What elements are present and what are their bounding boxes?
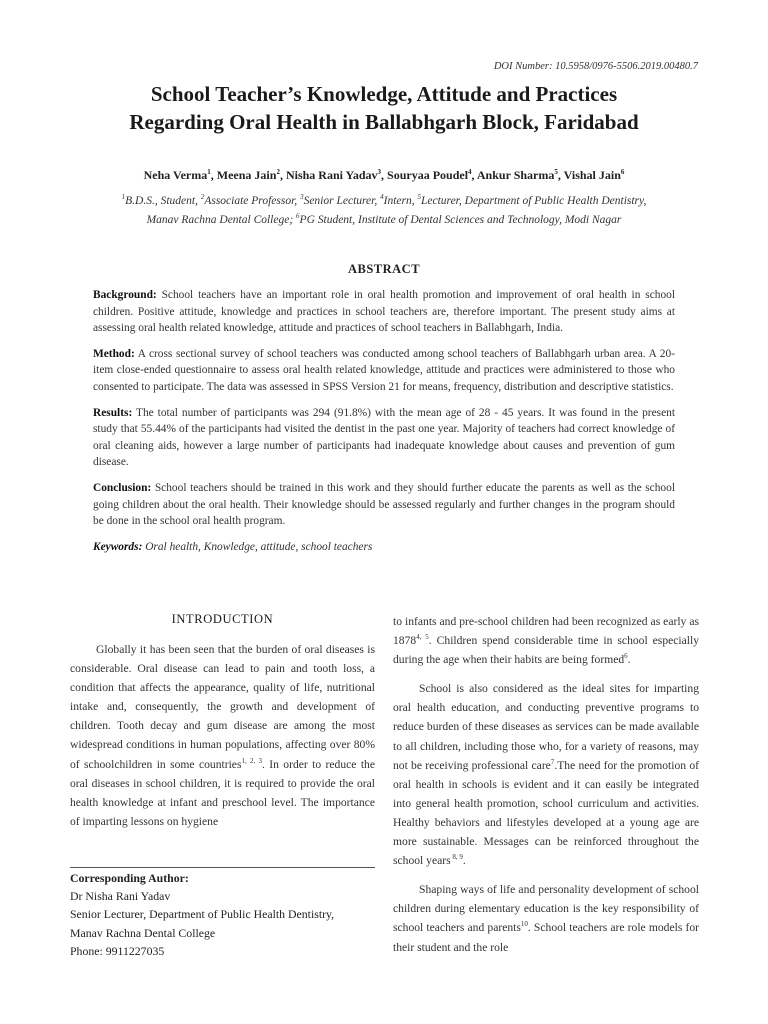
abstract-results: Results: The total number of participants was 294 (91.8%) with the mean age of 28 - 45 years. It was found in the present study that 55.44% of the participants had visited the dentist in the past one year. Majority of teachers had correct knowledge of oral cleaning aids, however a large number of participants had inadequate knowledge about causes and prevention of gum disease. [93,406,675,469]
abstract-body [93,287,675,564]
left-column [70,640,375,841]
author: Nisha Rani Yadav$^3$, [285,168,388,182]
author: Meena Jain$^2$, [216,168,286,182]
author-list [60,168,708,183]
paragraph: to infants and pre-school children had been recognized as early as 1878$^{4, 5}$. Children spend considerable time in school especially during the age when their habits are being formed$^6$. [393,615,700,667]
keywords: Keywords: Oral health, Knowledge, attitude, school teachers [93,540,373,553]
title-line-2: Regarding Oral Health in Ballabhgarh Block, Faridabad [129,110,639,134]
author: Neha Verma$^1$, [143,168,217,182]
abstract-background: Background: School teachers have an important role in oral health promotion and improvement of oral health in school children. Positive attitude, knowledge and practices in school teachers are, therefore important. The present study aims at assessing oral health related knowledge, attitude and practices of school teachers in Ballabhgarh, India. [93,289,675,335]
corresponding-position: Senior Lecturer, Department of Public Health Dentistry, [70,907,335,922]
abstract-conclusion: Conclusion: School teachers should be trained in this work and they should further educate the parents as well as the school going children about the oral health. Their knowledge should be assessed regularly and further changes in the program should be done in the school oral health program. [93,481,675,528]
author: Souryaa Poudel$^4$, [387,168,477,182]
affiliations [60,192,708,230]
corresponding-phone: Phone: 9911227035 [70,943,165,958]
author: Vishal Jain$^6$ [563,168,625,182]
paragraph: Shaping ways of life and personality development of school children during elementary education is the key responsibility of school teachers and parents$^{10}$. School teachers are role models for their student and the role [393,883,699,954]
corresponding-author [70,869,390,960]
affiliation-line-2: Manav Rachna Dental College; $^6$PG Student, Institute of Dental Sciences and Technology, Modi Nagar [146,212,622,226]
introduction-heading: INTRODUCTION [171,612,274,626]
doi-number: DOI Number: 10.5958/0976-5506.2019.00480.7 [493,61,698,72]
corresponding-label: Corresponding Author: [70,871,189,885]
corresponding-institution: Manav Rachna Dental College [70,925,216,940]
right-column [393,612,699,967]
corresponding-name: Dr Nisha Rani Yadav [70,889,171,904]
abstract-heading: ABSTRACT [347,262,421,276]
paper-title [60,80,708,136]
footnote-divider [70,867,375,868]
abstract-method: Method: A cross sectional survey of school teachers was conducted among school teachers of Ballabhgarh urban area. A 20-item close-ended questionnaire to assess oral health related knowledge, attitude and practices were administered to those who consented to participate. The data was assessed in SPSS Version 21 for means, frequency, distribution and descriptive statistics. [93,347,675,393]
paragraph: Globally it has been seen that the burden of oral diseases is considerable. Oral disease can lead to pain and tooth loss, a condition that affects the appearance, quality of life, nutritional intake and, consequently, the growth and development of children. Tooth decay and gum disease are among the most widespread conditions in human populations, affecting over 80% of schoolchildren in some countries$^{1, 2, 3}$. In order to reduce the oral diseases in school children, it is required to provide the oral health knowledge at infant and preschool level. The importance of imparting lessons on hygiene [70,643,375,828]
affiliation-line-1: $^1$B.D.S., Student, $^2$Associate Professor, $^3$Senior Lecturer, $^4$Intern, $^5$Lecturer, Department of Public Health Dentistry, [121,193,647,207]
author: Ankur Sharma$^5$, [476,168,564,182]
paragraph: School is also considered as the ideal sites for imparting oral health education, and conducting preventive programs to reduce burden of these diseases as services can be made available to all children, including those who, for a variety of reasons, may not be receiving professional care$^7$.The need for the promotion of oral health in schools is evident and it can easily be integrated into general health promotion, school curriculum and activities. Healthy behaviors and lifestyles developed at a young age are more sustainable. Messages can be reinforced throughout the school years $^{8, 9}$. [393,682,699,868]
title-line-1: School Teacher’s Knowledge, Attitude and Practices [150,82,618,106]
